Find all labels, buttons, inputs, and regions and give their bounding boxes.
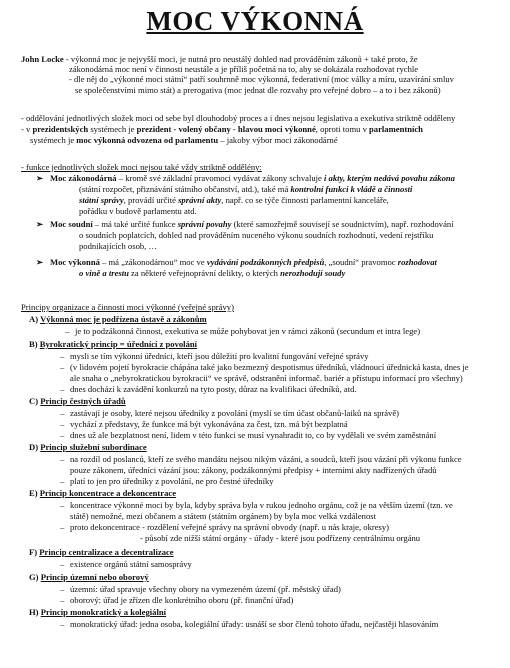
- principle-e-item: - působí zde nižší státní orgány - úřady - které jsou podřízeny centrálnímu orgánu: [140, 533, 421, 543]
- principle-c-item: – dnes už ale bezplatnost není, lidem v této funkci se musí vynahradit to, co by vydělali ve svém zaměstnání: [60, 430, 437, 440]
- principle-c-item: – zastávají je osoby, které nejsou úředníky z povolání (myslí se tím účast občanů-laiků na správě): [60, 408, 400, 418]
- locke-line-3: - dle něj do „výkonné moci státní“ patří souhrnně moc výkonná, federativní (moc války a míru, uzavírání smluv: [69, 74, 454, 84]
- principle-d-item: pouze zákonem, úředníci vázání jsou: zákony, podzákonnými předpisy + interními akty nadřízených úřadů: [70, 465, 437, 475]
- principle-g-heading: G) Princip územní nebo oborový: [29, 572, 149, 582]
- principle-a-heading: A) Výkonná moc je podřízena ústavě a zákonům: [29, 314, 207, 324]
- principle-g-item: – oborový: úřad je zřízen dle konkrétního oboru (př. finanční úřad): [60, 595, 294, 605]
- locke-line-1: John Locke - výkonná moc je nejvyšší moci, je nutná pro neustálý dohled nad prováděním zákonů + také proto, že: [21, 54, 418, 64]
- principle-g-item: – územní: úřad spravuje všechny obory na vymezeném území (př. městský úřad): [60, 584, 341, 594]
- principle-h-heading: H) Princip monokratický a kolegiální: [29, 607, 167, 617]
- principles-heading: Principy organizace a činnosti moci výkonné (veřejné správy): [21, 302, 234, 312]
- legislative-power-line-1: ➢ Moc zákonodárná – kromě své základní pravomoci vydávat zákony schvaluje i akty, kterým nedává povahu zákona: [36, 173, 455, 183]
- page-title: MOC VÝKONNÁ: [146, 6, 364, 36]
- legislative-power-line-4: pořádku v budově parlamentu atd.: [79, 206, 197, 216]
- principle-d-item: – na rozdíl od poslanců, kteří ze svého mandátu nejsou nikým vázáni, a soudců, kteří jsou vázání při výkonu funkce: [60, 454, 462, 464]
- judicial-power-line-1: ➢ Moc soudní – má také určité funkce správní povahy (které samozřejmě souvisejí se soudnictvím), např. rozhodování: [36, 219, 454, 229]
- locke-name: John Locke: [21, 54, 64, 64]
- arrow-bullet-icon: ➢: [36, 219, 44, 229]
- principle-b-item: ale snaha o „nebyrokratickou byrokracii“ ve správě, odstranění informač. bariér a přístupu informací pro všechny): [70, 373, 463, 383]
- principle-a-item: – je to podzákonná činnost, exekutiva se může pohybovat jen v rámci zákonů (secundum et intra lege): [65, 326, 421, 336]
- principle-b-item: – mysli se tím výkonní úředníci, kteří jsou důležití pro kvalitní fungování veřejné správy: [60, 351, 369, 361]
- functions-intro: - funkce jednotlivých složek moci nejsou také vždy striktně oddělény:: [21, 162, 262, 172]
- executive-power-line-1: ➢ Moc výkonná – má „zákonodárnou“ moc ve vydávání podzákonných předpisů, „soudní“ pravomoc rozhodovat: [36, 257, 437, 267]
- principle-b-item: – dnes dochází k zavádění konkurzů na tyto posty, důraz na kvalifikaci úředníků, atd.: [60, 384, 357, 394]
- principle-c-heading: C) Princip čestných úřadů: [29, 396, 126, 406]
- executive-power-line-2: o vině a trestu za některé veřejnoprávní delikty, o kterých nerozhodují soudy: [79, 268, 346, 278]
- principle-d-heading: D) Princip služební subordinace: [29, 442, 147, 452]
- arrow-bullet-icon: ➢: [36, 257, 44, 267]
- principle-e-item: – proto dekoncentrace - rozdělení veřejné správy na správní obvody (např. u nás kraje, okresy): [60, 522, 390, 532]
- judicial-power-line-3: podnikajících osob, …: [79, 241, 158, 251]
- separation-line-2: - v prezidentských systémech je prezident - volený občany - hlavou moci výkonné, oproti tomu v parlamentních: [21, 124, 423, 134]
- principle-e-item: státě) nemožné, mezi občanem a státem (státním orgánem) by byla moc velká vzdálenost: [70, 511, 377, 521]
- principle-d-item: – platí to jen pro úředníky z povolání, ne pro čestné úředníky: [60, 476, 274, 486]
- locke-line-2: zákonodárná moc není v činnosti neustále a je příliš početná na to, aby se dokázala rozhodovat rychle: [69, 64, 419, 74]
- principle-e-heading: E) Princip koncentrace a dekoncentrace: [29, 488, 177, 498]
- principle-f-heading: F) Princip centralizace a decentralizace: [29, 547, 174, 557]
- principle-c-item: – vychází z představy, že funkce má být vykonávána za čest, tzn. má být bezplatná: [60, 419, 348, 429]
- separation-line-1: - oddělování jednotlivých složek moci od sebe byl dlouhodobý proces a i dnes nejsou legislativa a exekutiva striktně odděleny: [21, 113, 456, 123]
- locke-line-4: se společenstvími mimo stát) a prerogativa (moc jednat dle rozvahy pro veřejné dobro – a to i bez zákonů): [75, 85, 441, 95]
- principle-b-item: – (v lidovém pojetí byrokracie chápána také jako bezmezný despotismus úředníků, vládnoucí úřednická kasta, dnes je: [60, 362, 469, 372]
- principle-b-heading: B) Byrokratický princip = úřednící z povolání: [29, 339, 198, 349]
- arrow-bullet-icon: ➢: [36, 173, 44, 183]
- judicial-power-line-2: o soudních poplatcích, dohled nad prováděním nuceného výkonu soudních rozhodnutí, vedení rejstříku: [79, 230, 434, 240]
- principle-h-item: – monokratický úřad: jedna osoba, kolegiální úřady: usnáší se sbor členů tohoto úřadu, nejčastěji hlasováním: [60, 619, 439, 629]
- separation-line-3: systémech je moc výkonná odvozena od parlamentu – jakoby výbor moci zákonodárné: [30, 135, 338, 145]
- principle-f-item: – existence orgánů státní samosprávy: [60, 559, 192, 569]
- legislative-power-line-3: státní správy, provádí určité správní akty, např. co se týče činnosti parlamentní kanceláře,: [79, 195, 389, 205]
- principle-e-item: – koncentrace výkonné moci by byla, kdyby správa byla v rukou jednoho orgánu, což je na větším území (tzn. ve: [60, 500, 453, 510]
- legislative-power-line-2: (státní rozpočet, přiznávání státního občanství, atd.), také má kontrolní funkci k vládě a činnosti: [79, 184, 413, 194]
